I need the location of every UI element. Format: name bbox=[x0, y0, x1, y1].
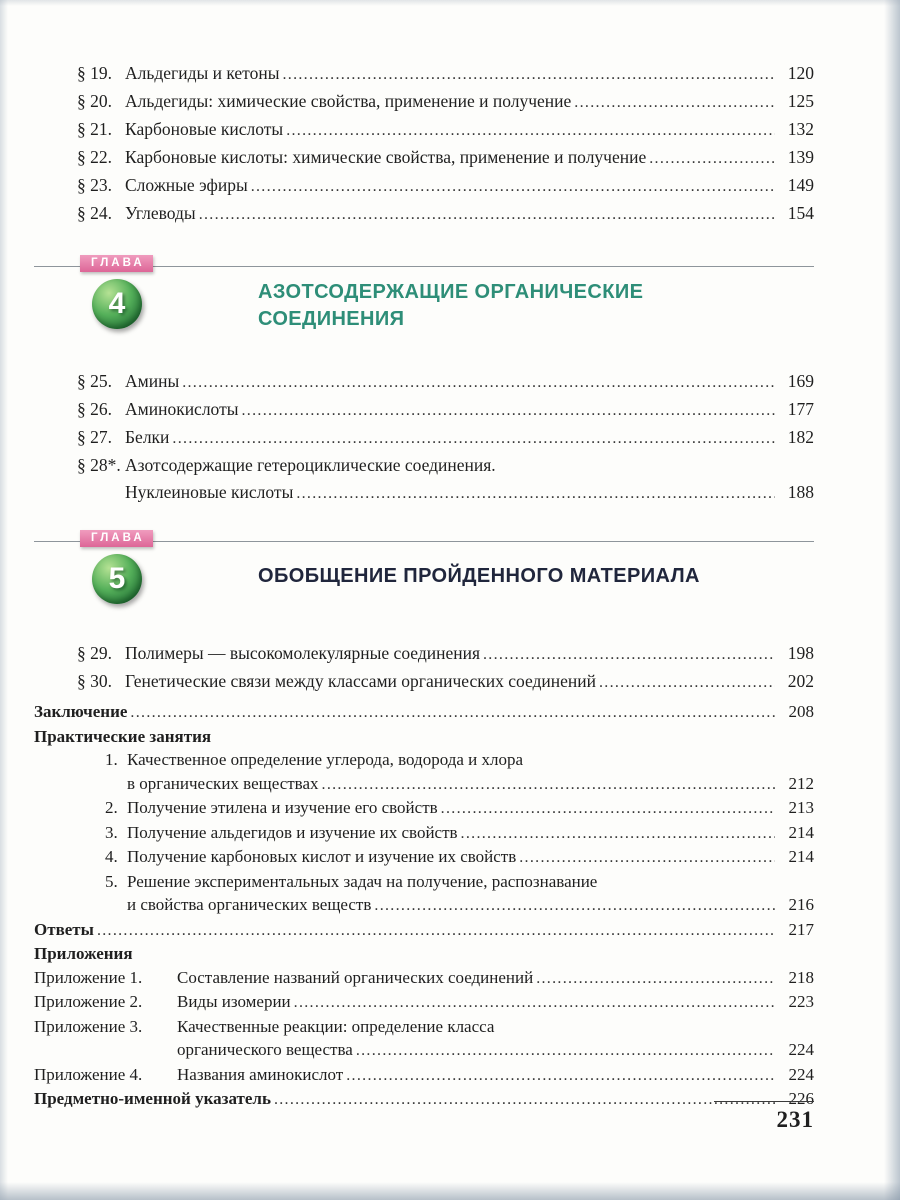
toc-entry-index bbox=[34, 1087, 814, 1112]
toc-section-chapter5 bbox=[34, 640, 814, 696]
dot-leader bbox=[441, 796, 775, 821]
dot-leader bbox=[286, 116, 775, 144]
item-line1: Качественное определение углерода, водорода и хлора bbox=[127, 750, 524, 769]
entry-title: Альдегиды и кетоны bbox=[125, 63, 280, 83]
dot-leader bbox=[182, 368, 775, 396]
page-number-folio bbox=[714, 1101, 814, 1133]
chapter-title-line1: ОБОБЩЕНИЕ ПРОЙДЕННОГО МАТЕРИАЛА bbox=[258, 565, 700, 587]
back-matter-section bbox=[34, 700, 814, 1112]
dot-leader bbox=[649, 144, 775, 172]
entry-title: Белки bbox=[125, 427, 170, 447]
appendix-title-line2: органического вещества bbox=[177, 1040, 353, 1059]
practical-item-two-line bbox=[34, 748, 814, 796]
entry-page: 154 bbox=[787, 203, 814, 223]
dot-leader bbox=[346, 1063, 775, 1088]
dot-leader bbox=[242, 396, 776, 424]
toc-entry bbox=[34, 172, 814, 200]
entry-page: 214 bbox=[788, 822, 814, 842]
practical-item bbox=[34, 821, 814, 846]
dot-leader bbox=[296, 479, 775, 507]
toc-entry bbox=[34, 668, 814, 696]
entry-title: Углеводы bbox=[125, 203, 196, 223]
dot-leader bbox=[356, 1038, 775, 1063]
entry-label: § 23. bbox=[77, 175, 112, 195]
practical-item-two-line bbox=[34, 870, 814, 918]
entry-title: Карбоновые кислоты bbox=[125, 119, 284, 139]
practical-item bbox=[34, 796, 814, 821]
appendix-entry bbox=[34, 1063, 814, 1088]
chapter-title bbox=[258, 563, 700, 590]
chapter-badge bbox=[80, 530, 153, 547]
toc-section-chapter4 bbox=[34, 368, 814, 507]
entry-title: Ответы bbox=[34, 919, 94, 939]
entry-title-line2-row bbox=[125, 479, 814, 507]
entry-title-line1: Азотсодержащие гетероциклические соединения. bbox=[125, 455, 496, 475]
entry-label: § 24. bbox=[77, 203, 112, 223]
page-edge-left bbox=[0, 0, 8, 1200]
entry-page: 120 bbox=[787, 63, 814, 83]
entry-page: 125 bbox=[787, 91, 814, 111]
appendix-label: Приложение 4. bbox=[34, 1064, 143, 1084]
appendix-label: Приложение 1. bbox=[34, 967, 143, 987]
folio-number: 231 bbox=[776, 1107, 814, 1132]
dot-leader bbox=[199, 200, 775, 228]
entry-page: 198 bbox=[787, 643, 814, 663]
entry-title-line2: Нуклеиновые кислоты bbox=[125, 482, 294, 502]
entry-label: § 26. bbox=[77, 399, 112, 419]
entry-label: § 25. bbox=[77, 371, 112, 391]
entry-page: 177 bbox=[787, 399, 814, 419]
dot-leader bbox=[274, 1087, 775, 1112]
item-body bbox=[127, 870, 814, 918]
entry-title: Предметно-именной указатель bbox=[34, 1089, 271, 1108]
entry-title: Сложные эфиры bbox=[125, 175, 248, 195]
toc-entry bbox=[34, 368, 814, 396]
dot-leader bbox=[322, 772, 775, 797]
item-number: 1. bbox=[105, 750, 118, 769]
entry-page: 202 bbox=[787, 671, 814, 691]
chapter-title bbox=[258, 279, 643, 333]
chapter-number: 4 bbox=[108, 287, 126, 320]
chapter-5-header bbox=[34, 525, 814, 645]
entry-body bbox=[125, 452, 814, 507]
toc-entry bbox=[34, 88, 814, 116]
entry-title: Генетические связи между классами органических соединений bbox=[125, 671, 596, 691]
entry-label: § 20. bbox=[77, 91, 112, 111]
item-title: Получение этилена и изучение его свойств bbox=[127, 798, 438, 817]
item-line2-row bbox=[127, 893, 814, 918]
chapter-title-line2: СОЕДИНЕНИЯ bbox=[258, 308, 405, 330]
appendix-label: Приложение 2. bbox=[34, 992, 143, 1011]
dot-leader bbox=[294, 990, 775, 1015]
dot-leader bbox=[172, 424, 775, 452]
item-line2-row bbox=[127, 772, 814, 797]
chapter-number: 5 bbox=[108, 562, 126, 595]
appendix-title: Названия аминокислот bbox=[177, 1064, 344, 1084]
dot-leader bbox=[483, 640, 775, 668]
practical-lessons-header: Практические занятия bbox=[34, 726, 212, 746]
appendix-title-line1: Качественные реакции: определение класса bbox=[177, 1016, 495, 1036]
entry-page: 188 bbox=[787, 482, 814, 502]
item-number: 4. bbox=[105, 847, 118, 866]
toc-entry bbox=[34, 396, 814, 424]
entry-label: § 27. bbox=[77, 427, 112, 447]
item-line2: и свойства органических веществ bbox=[127, 895, 372, 914]
entry-label: § 29. bbox=[77, 643, 112, 663]
page-edge-top bbox=[0, 0, 900, 6]
entry-page: 214 bbox=[788, 847, 814, 866]
entry-title: Амины bbox=[125, 371, 180, 391]
entry-page: 218 bbox=[788, 967, 814, 987]
item-line1: Решение экспериментальных задач на получение, распознавание bbox=[127, 871, 598, 891]
entry-page: 149 bbox=[787, 175, 814, 195]
entry-label: § 28*. bbox=[77, 455, 121, 475]
toc-entry bbox=[34, 424, 814, 452]
item-title: Получение карбоновых кислот и изучение их свойств bbox=[127, 847, 517, 866]
chapter-title-line1: АЗОТСОДЕРЖАЩИЕ ОРГАНИЧЕСКИЕ bbox=[258, 281, 644, 303]
dot-leader bbox=[374, 893, 775, 918]
entry-title: Полимеры — высокомолекулярные соединения bbox=[125, 643, 480, 663]
entry-page: 132 bbox=[787, 119, 814, 139]
entry-page: 212 bbox=[788, 773, 814, 793]
entry-page: 169 bbox=[787, 371, 814, 391]
dot-leader bbox=[461, 821, 775, 846]
toc-entry bbox=[34, 640, 814, 668]
item-number: 3. bbox=[105, 822, 118, 842]
entry-title: Заключение bbox=[34, 702, 128, 721]
chapter-badge-label: ГЛАВА bbox=[91, 257, 145, 269]
dot-leader bbox=[251, 172, 775, 200]
entry-page: 226 bbox=[788, 1089, 814, 1108]
item-title: Получение альдегидов и изучение их свойств bbox=[127, 822, 458, 842]
item-body bbox=[127, 748, 814, 796]
entry-label: § 19. bbox=[77, 63, 112, 83]
entry-label: § 30. bbox=[77, 671, 112, 691]
entry-page: 224 bbox=[788, 1064, 814, 1084]
toc-entry bbox=[34, 116, 814, 144]
entry-page: 213 bbox=[788, 798, 814, 817]
dot-leader bbox=[519, 845, 775, 870]
dot-leader bbox=[599, 668, 775, 696]
dot-leader bbox=[536, 966, 775, 991]
page-edge-right bbox=[884, 0, 900, 1200]
entry-page: 182 bbox=[787, 427, 814, 447]
toc-entry bbox=[34, 200, 814, 228]
entry-title: Карбоновые кислоты: химические свойства, применение и получение bbox=[125, 147, 647, 167]
appendix-label: Приложение 3. bbox=[34, 1016, 143, 1036]
toc-entry-answers bbox=[34, 918, 814, 943]
entry-page: 216 bbox=[788, 895, 814, 914]
toc-entry-two-line bbox=[34, 452, 814, 507]
chapter-4-header bbox=[34, 250, 814, 370]
entry-page: 223 bbox=[788, 992, 814, 1011]
entry-page: 224 bbox=[788, 1040, 814, 1059]
toc-entry bbox=[34, 60, 814, 88]
chapter-number-sphere bbox=[92, 279, 142, 329]
appendix-entry bbox=[34, 966, 814, 991]
entry-label: § 22. bbox=[77, 147, 112, 167]
dot-leader bbox=[97, 918, 775, 943]
entry-page: 217 bbox=[788, 919, 814, 939]
item-line2: в органических веществах bbox=[127, 773, 319, 793]
entry-title: Альдегиды: химические свойства, применение и получение bbox=[125, 91, 572, 111]
item-number: 2. bbox=[105, 798, 118, 817]
toc-section-top bbox=[34, 60, 814, 228]
item-number: 5. bbox=[105, 871, 118, 891]
chapter-badge bbox=[80, 255, 153, 272]
entry-page: 139 bbox=[787, 147, 814, 167]
entry-title: Аминокислоты bbox=[125, 399, 239, 419]
entry-page: 208 bbox=[788, 702, 814, 721]
appendix-title: Виды изомерии bbox=[177, 992, 291, 1011]
appendices-header: Приложения bbox=[34, 944, 133, 963]
practical-item bbox=[34, 845, 814, 870]
dot-leader bbox=[282, 60, 775, 88]
appendix-entry bbox=[34, 990, 814, 1015]
toc-entry-conclusion bbox=[34, 700, 814, 725]
appendix-title-line2-row bbox=[177, 1038, 814, 1063]
toc-entry bbox=[34, 144, 814, 172]
appendix-title: Составление названий органических соединений bbox=[177, 967, 534, 987]
entry-label: § 21. bbox=[77, 119, 112, 139]
dot-leader bbox=[574, 88, 775, 116]
chapter-number-sphere bbox=[92, 554, 142, 604]
appendix-entry-two-line bbox=[34, 1015, 814, 1063]
page-edge-bottom bbox=[0, 1182, 900, 1200]
chapter-badge-label: ГЛАВА bbox=[91, 532, 145, 544]
dot-leader bbox=[130, 700, 775, 725]
appendix-body bbox=[177, 1015, 814, 1063]
